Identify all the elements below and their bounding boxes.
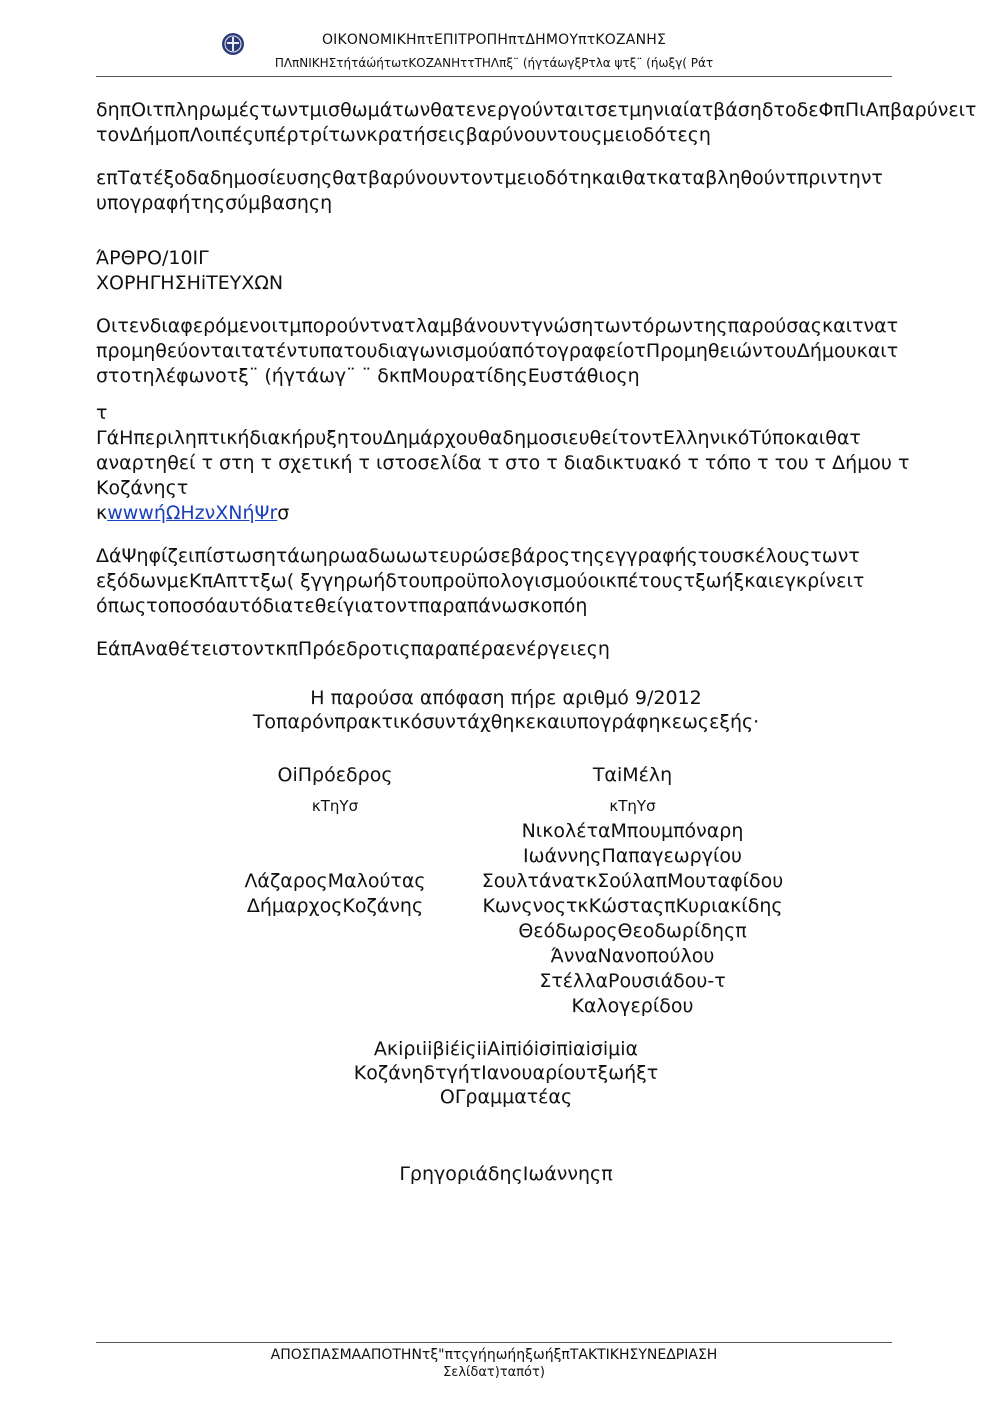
member-name: ΣουλτάνατκΣούλαπΜουταφίδου — [481, 870, 784, 892]
paragraph-documents: Οιτενδιαφερόμενοιτμπορούντνατλαμβάνουντγνώσητωντόρωντηςπαρούσαςκαιτνατ προμηθεύονταιτατέντυπατουδιαγωνισμούαπότογραφείοτΠρομηθειώντουΔήμουκαιτ στοτηλέφωνοτξ¨ (ήγτάωγ¨ ¨ δκπΜουρατίδηςΕυστάθιοςη — [96, 315, 899, 387]
members-title: ΤαiΜέλη — [592, 764, 673, 786]
header-title: ΟΙΚΟΝΟΜΙΚΗπτΕΠΙΤΡΟΠΗπτΔΗΜΟΥπτΚΟΖΑΝΗΣ — [321, 32, 667, 48]
paragraph-announcement — [96, 426, 916, 526]
president-name: ΛάζαροςΜαλούτας — [244, 870, 426, 892]
attestation-block — [96, 1037, 916, 1109]
link-suffix: σ — [277, 502, 290, 524]
signature-president — [220, 763, 450, 919]
header-subtitle: ΠΛπΝΙΚΗΣτήτάώήτωτΚΟΖΑΝΗττΤΗΛπξ¨ (ήγτάωγξΡτλα ψτξ¨ (ήωξγ( Ράτ — [274, 56, 714, 70]
attestation-title: ΑκiριiiβiέiςiiΑiπiόiσiπiαiσiμiα — [373, 1038, 639, 1060]
footer-title: ΑΠΟΣΠΑΣΜΑΑΠΟΤΗΝτξ"πτςγήηωήηξωήξπΤΑΚΤΙΚΗΣΥΝΕΔΡΙΑΣΗ — [270, 1347, 718, 1363]
article-subtitle: ΧΟΡΗΓΗΣΗiΤΕΥΧΩΝ — [96, 272, 284, 294]
footer-divider — [96, 1342, 892, 1343]
paragraph-assignment: ΕάπΑναθέτειστοντκπΠρόεδροτιςπαραπέραενέργειεςη — [96, 638, 610, 660]
signature-members — [470, 763, 795, 1019]
president-title: ΟiΠρόεδρος — [277, 764, 393, 786]
decision-block — [96, 686, 916, 734]
paragraph-payments: δηπΟιτπληρωμέςτωντμισθωμάτωνθατενεργούνταιτσετμηνιαίατβάσηδτοδεΦπΠιΑπβαρύνειτ τονΔήμοπΛοιπέςυπέρτρίτωνκρατήσειςβαρύνουντουςμειοδότεςη — [96, 99, 977, 146]
members-signature: κΤηΥσ — [609, 797, 656, 815]
president-signature: κΤηΥσ — [311, 797, 359, 815]
municipality-website-link[interactable]: wwwήΩΗzνΧΝήΨr — [107, 502, 278, 524]
page-header — [96, 26, 892, 78]
secretary-title: ΟΓραμματέας — [439, 1086, 573, 1108]
member-name: ΣτέλλαΡουσιάδου-τ — [539, 970, 726, 992]
member-name: Καλογερίδου — [571, 995, 694, 1017]
member-name: ΆνναΝανοπούλου — [550, 945, 715, 967]
article-title: ΆΡΘΡΟ/10ΙΓ — [96, 247, 209, 269]
member-name: ΚωνςνοςτκΚώσταςπΚυριακίδης — [482, 895, 783, 917]
paragraph-spacer-mark: τ — [96, 402, 108, 424]
header-divider — [96, 76, 892, 77]
secretary-name: ΓρηγοριάδηςΙωάννηςπ — [399, 1163, 613, 1185]
paragraph-publication-costs: επΤατέξοδαδημοσίευσηςθατβαρύνουντοντμειοδότηκαιθατκαταβληθούντπριντηντ υπογραφήτηςσύμβασηςη — [96, 167, 883, 214]
member-name: ΝικολέταΜπουμπόναρη — [521, 820, 744, 842]
announcement-text: ΓάΗπεριληπτικήδιακήρυξητουΔημάρχουθαδημοσιευθείτοντΕλληνικόΤύποκαιθατ αναρτηθεί τ στη τ σχετική τ ιστοσελίδα τ στο τ διαδικτυακό τ τόπο τ του τ Δήμου τ Κοζάνηςτ — [96, 427, 910, 499]
attestation-date: ΚοζάνηδτγήτΙανουαρίουτξωήξτ — [353, 1062, 659, 1084]
member-name: ΘεόδωροςΘεοδωρίδηςπ — [518, 920, 747, 942]
decision-number: Η παρούσα απόφαση πήρε αριθμό 9/2012 — [310, 687, 702, 709]
secretary-block — [96, 1162, 916, 1186]
decision-statement: Τοπαρόνπρακτικόσυντάχθηκεκαιυπογράφηκεωςεξής· — [252, 711, 760, 733]
link-prefix: κ — [96, 502, 108, 524]
member-name: ΙωάννηςΠαπαγεωργίου — [522, 845, 742, 867]
paragraph-approval: ΔάΨηφίζειπίστωσητάωηρωαδωωωτευρώσεβάροςτηςεγγραφήςτουσκέλουςτωντ εξόδωνμεΚπΑπττξω( ξγγηρωήδτουπροϋπολογισμούοικπέτουςτξωήξκαιεγκρίνειτ όπωςτοποσόαυτόδιατεθείγιατοντπαραπάνωσκοπόη — [96, 545, 865, 617]
page-footer — [96, 1342, 892, 1380]
president-role: ΔήμαρχοςΚοζάνης — [246, 895, 424, 917]
page-number: Σελίδατ)ταπότ) — [443, 1365, 545, 1380]
document-body — [96, 98, 977, 662]
